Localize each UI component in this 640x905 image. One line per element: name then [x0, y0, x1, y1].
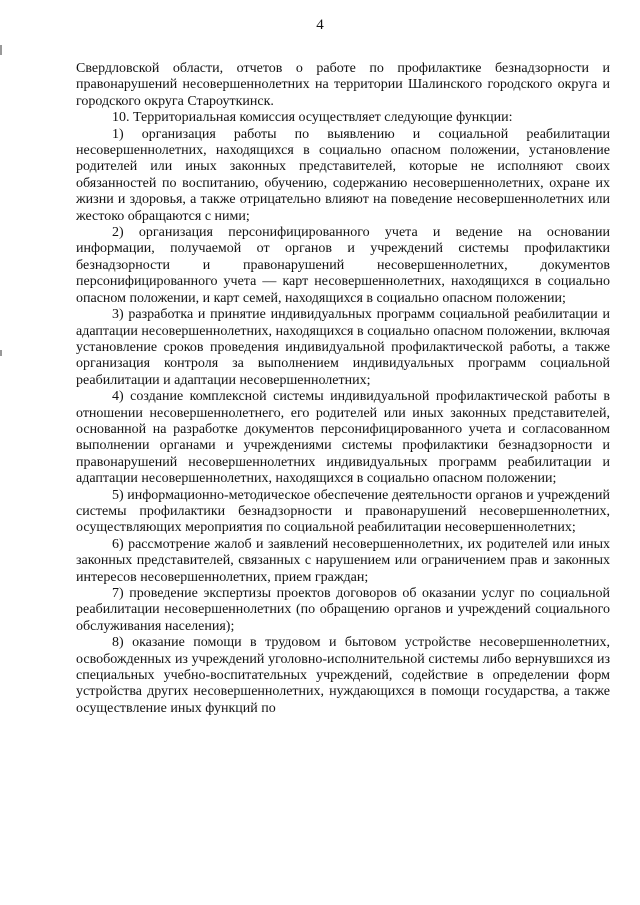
- paragraph-item-4: 4) создание комплексной системы индивидуальной профилактической работы в отношении несовершеннолетнего, его родителей или иных законных представителей, основанной на разработке документов персонифицированного учета и согласованном выполнении органами и учреждениями системы профилактики безнадзорности и правонарушений несовершеннолетних индивидуальных программ реабилитации и адаптации несовершеннолетних, находящихся в социально опасном положении;: [76, 389, 610, 487]
- paragraph-item-7: 7) проведение экспертизы проектов договоров об оказании услуг по социальной реабилитации несовершеннолетних (по обращению органов и учреждений социального обслуживания населения);: [76, 586, 610, 634]
- page-number: 4: [316, 17, 324, 33]
- scan-edge-mark: [0, 350, 2, 356]
- paragraph-item-6: 6) рассмотрение жалоб и заявлений несовершеннолетних, их родителей или иных законных представителей, связанных с нарушением или ограничением прав и законных интересов несовершеннолетних, прием граждан;: [76, 536, 610, 585]
- paragraph-item-5: 5) информационно-методическое обеспечение деятельности органов и учреждений системы профилактики безнадзорности и правонарушений несовершеннолетних, осуществляющих мероприятия по социальной реабилитации несовершеннолетних;: [76, 487, 610, 536]
- paragraph-item-8: 8) оказание помощи в трудовом и бытовом устройстве несовершеннолетних, освобожденных из учреждений уголовно-исполнительной системы либо вернувшихся из специальных учебно-воспитательных учреждений, содействие в определении форм устройства других несовершеннолетних, нуждающихся в помощи государства, а также осуществление иных функций по: [76, 635, 610, 716]
- paragraph-item-2: 2) организация персонифицированного учета и ведение на основании информации, получаемой от органов и учреждений системы профилактики безнадзорности и правонарушений несовершеннолетних, документов персонифицированного учета — карт несовершеннолетних, находящихся в социально опасном положении, и карт семей, находящихся в социально опасном положении;: [76, 225, 610, 306]
- scan-edge-mark: [0, 45, 2, 55]
- paragraph-section-10: 10. Территориальная комиссия осуществляет следующие функции:: [112, 110, 513, 126]
- document-body: [76, 61, 610, 717]
- paragraph-continuation: Свердловской области, отчетов о работе по профилактике безнадзорности и правонарушений несовершеннолетних на территории Шалинского городского округа и городского округа Староуткинск.: [76, 61, 610, 109]
- paragraph-item-1: 1) организация работы по выявлению и социальной реабилитации несовершеннолетних, находящихся в социально опасном положении, установление родителей или иных законных представителей, которые не исполняют своих обязанностей по воспитанию, обучению, содержанию несовершеннолетних, охране их жизни и здоровья, а также отрицательно влияют на поведение несовершеннолетних или жестоко обращаются с ними;: [76, 126, 610, 224]
- paragraph-item-3: 3) разработка и принятие индивидуальных программ социальной реабилитации и адаптации несовершеннолетних, находящихся в социально опасном положении, включая установление сроков проведения индивидуальной профилактической работы, а также организация контроля за выполнением индивидуальных программ социальной реабилитации и адаптации несовершеннолетних;: [76, 307, 610, 388]
